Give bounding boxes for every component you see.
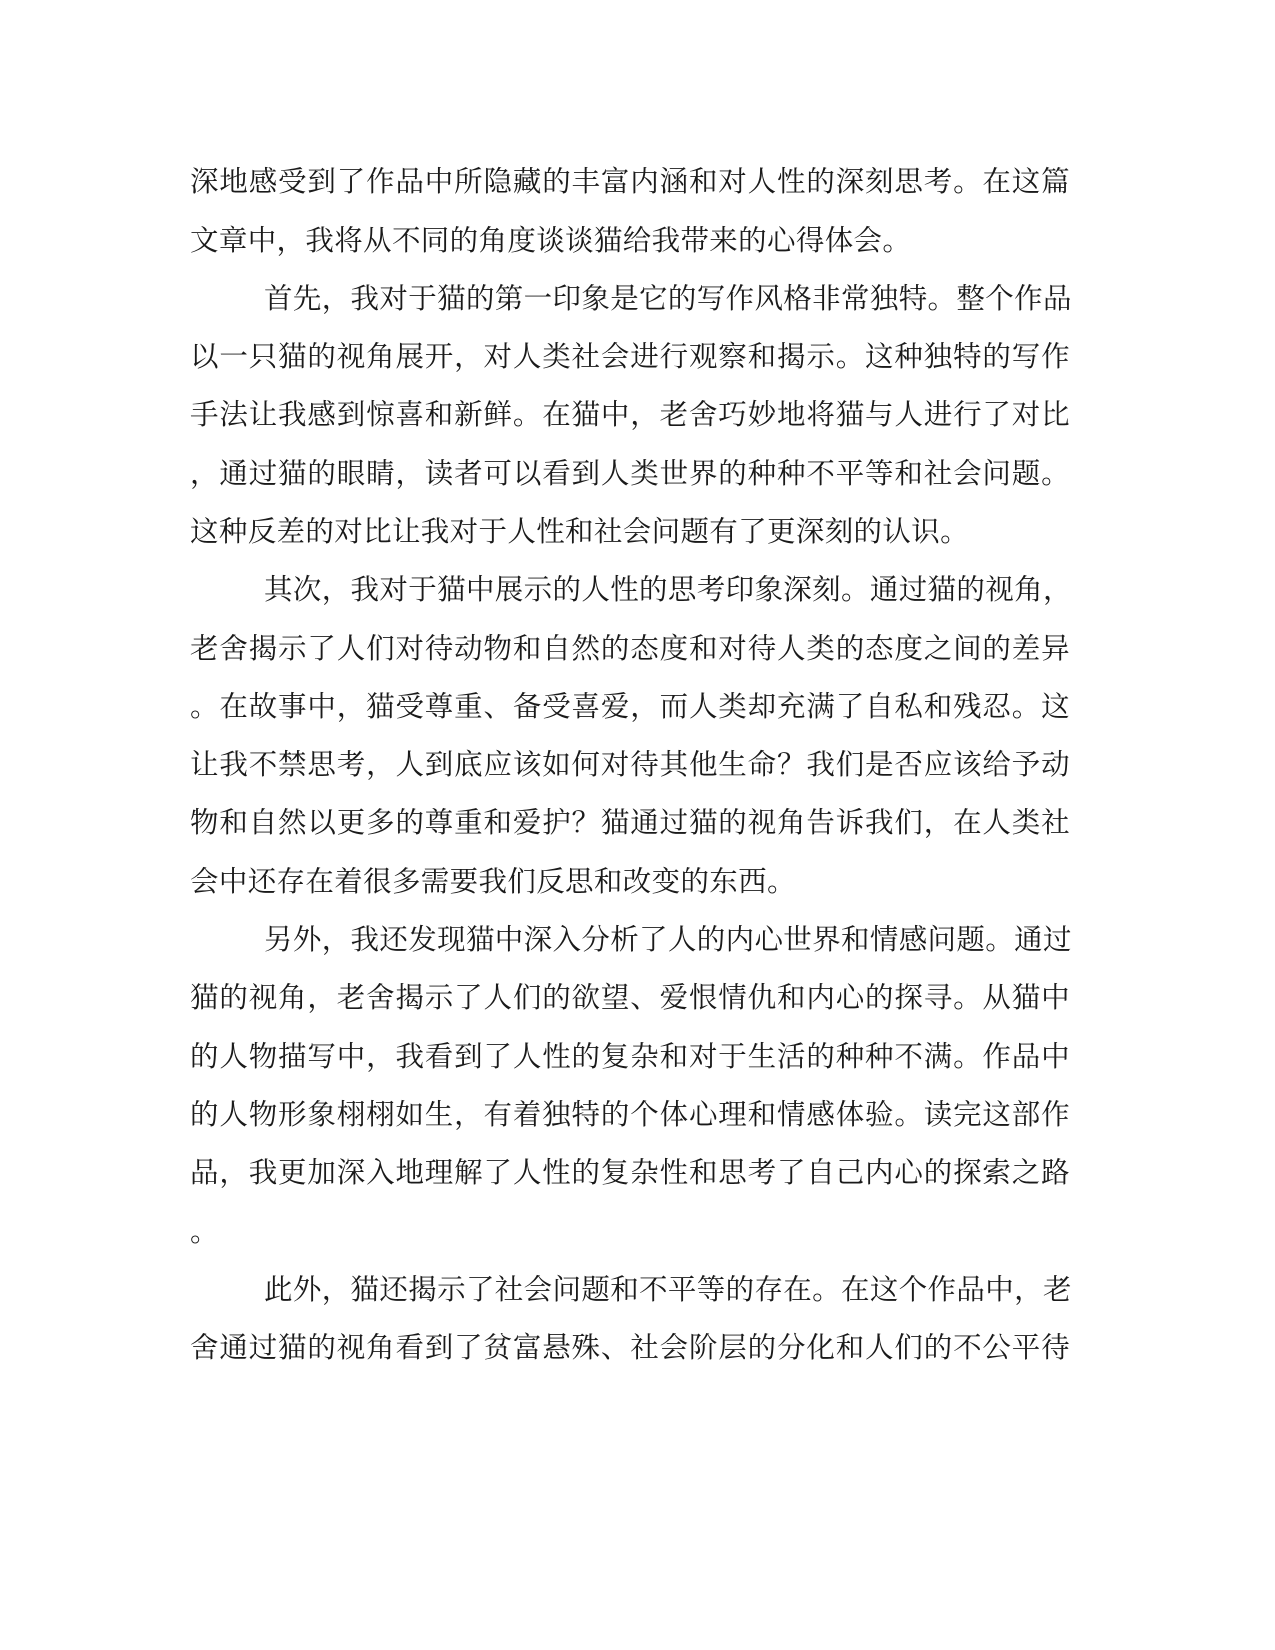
text-line: 深地感受到了作品中所隐藏的丰富内涵和对人性的深刻思考。在这篇	[190, 165, 1070, 198]
text-line: 的人物形象栩栩如生，有着独特的个体心理和情感体验。读完这部作	[190, 1098, 1070, 1131]
paragraph-first-line: 此外，猫还揭示了社会问题和不平等的存在。在这个作品中，老	[264, 1273, 1072, 1306]
text-line: 让我不禁思考，人到底应该如何对待其他生命？我们是否应该给予动	[190, 748, 1070, 781]
text-line: 老舍揭示了人们对待动物和自然的态度和对待人类的态度之间的差异	[190, 632, 1070, 665]
text-line: 文章中，我将从不同的角度谈谈猫给我带来的心得体会。	[190, 224, 912, 257]
text-line: 这种反差的对比让我对于人性和社会问题有了更深刻的认识。	[190, 515, 969, 548]
text-line: ，通过猫的眼睛，读者可以看到人类世界的种种不平等和社会问题。	[190, 457, 1070, 490]
text-line: 舍通过猫的视角看到了贫富悬殊、社会阶层的分化和人们的不公平待	[190, 1331, 1070, 1364]
text-line: 品，我更加深入地理解了人性的复杂性和思考了自己内心的探索之路	[190, 1156, 1070, 1189]
text-line: 手法让我感到惊喜和新鲜。在猫中，老舍巧妙地将猫与人进行了对比	[190, 398, 1070, 431]
text-line: 猫的视角，老舍揭示了人们的欲望、爱恨情仇和内心的探寻。从猫中	[190, 981, 1070, 1014]
text-line: 会中还存在着很多需要我们反思和改变的东西。	[190, 865, 796, 898]
paragraph-first-line: 首先，我对于猫的第一印象是它的写作风格非常独特。整个作品	[264, 282, 1072, 315]
paragraph-first-line: 另外，我还发现猫中深入分析了人的内心世界和情感问题。通过	[264, 923, 1072, 956]
text-line: 。在故事中，猫受尊重、备受喜爱，而人类却充满了自私和残忍。这	[190, 690, 1070, 723]
text-line: 的人物描写中，我看到了人性的复杂和对于生活的种种不满。作品中	[190, 1040, 1070, 1073]
text-line: 。	[190, 1215, 219, 1248]
paragraph-first-line: 其次，我对于猫中展示的人性的思考印象深刻。通过猫的视角，	[264, 573, 1072, 606]
text-line: 物和自然以更多的尊重和爱护？猫通过猫的视角告诉我们，在人类社	[190, 806, 1070, 839]
text-line: 以一只猫的视角展开，对人类社会进行观察和揭示。这种独特的写作	[190, 340, 1070, 373]
